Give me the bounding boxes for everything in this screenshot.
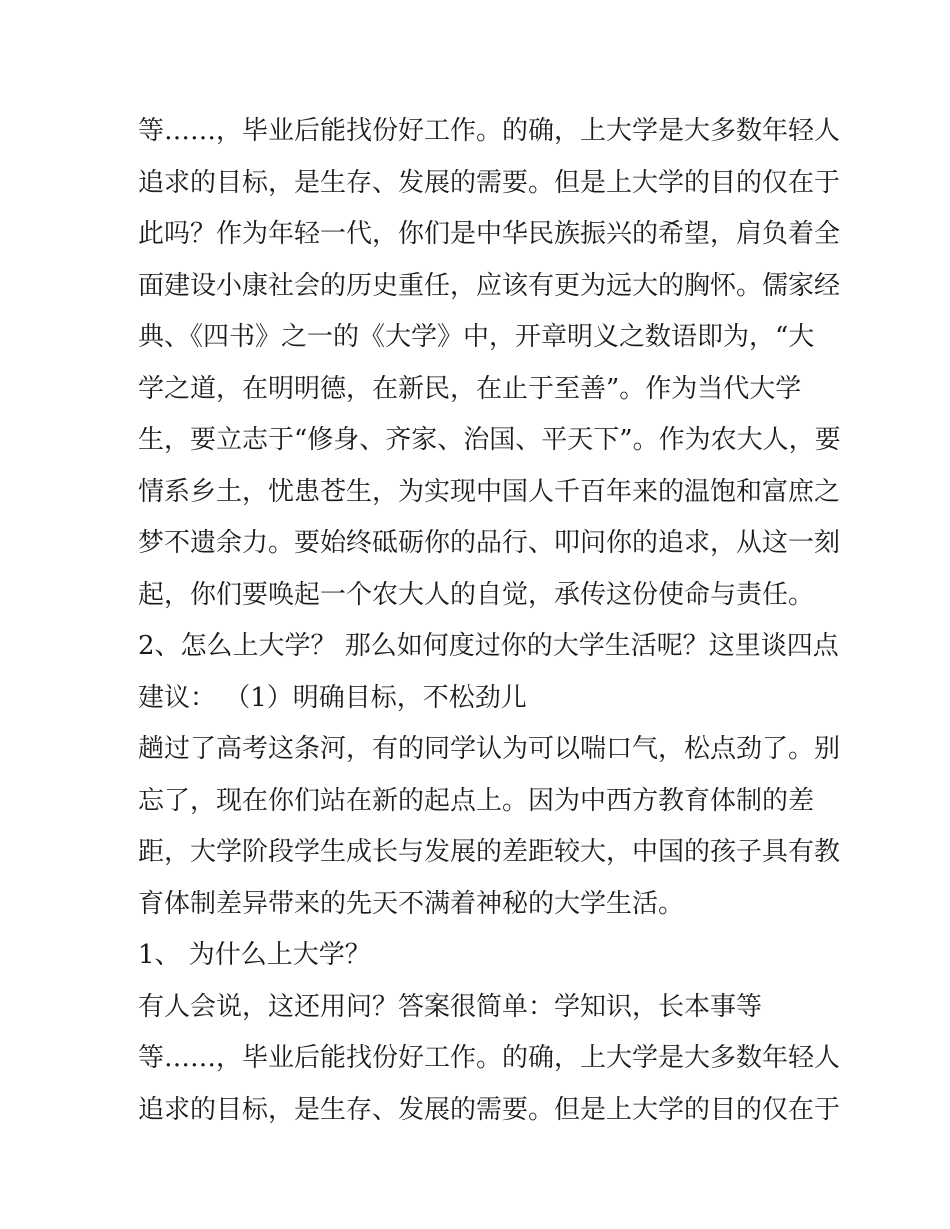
text-line: 梦不遗余力。要始终砥砺你的品行、叩问你的追求，从这一刻 — [138, 528, 841, 558]
text-line: 生，要立志于“修身、齐家、治国、平天下”。作为农大人，要 — [138, 425, 841, 455]
text-line: 面建设小康社会的历史重任，应该有更为远大的胸怀。儒家经 — [138, 270, 841, 301]
text-line: 起，你们要唤起一个农大人的自觉，承传这份使命与责任。 — [138, 579, 815, 610]
text-line: 学之道，在明明德，在新民，在止于至善”。作为当代大学 — [138, 373, 802, 404]
text-line: 距，大学阶段学生成长与发展的差距较大，中国的孩子具有教 — [138, 837, 841, 867]
section-heading: 1、 为什么上大学？ — [138, 940, 371, 970]
text-line: 等……，毕业后能找份好工作。的确，上大学是大多数年轻人 — [138, 1043, 841, 1073]
text-line: 典、《四书》之一的《大学》中，开章明义之数语即为，“大 — [138, 322, 815, 352]
text-line: 等……，毕业后能找份好工作。的确，上大学是大多数年轻人 — [138, 116, 841, 146]
text-line: 追求的目标，是生存、发展的需要。但是上大学的目的仅在于 — [138, 167, 841, 198]
document-body — [138, 106, 841, 1136]
text-line: 有人会说，这还用问？答案很简单：学知识，长本事等 — [138, 991, 763, 1022]
text-line: 趟过了高考这条河，有的同学认为可以喘口气，松点劲了。别 — [138, 734, 841, 764]
text-line: 此吗？作为年轻一代，你们是中华民族振兴的希望，肩负着全 — [138, 219, 841, 249]
text-line: 追求的目标，是生存、发展的需要。但是上大学的目的仅在于 — [138, 1094, 841, 1125]
text-line: 建议： （1）明确目标，不松劲儿 — [138, 682, 527, 713]
text-line: 情系乡土，忧患苍生，为实现中国人千百年来的温饱和富庶之 — [138, 476, 841, 507]
section-heading: 2、怎么上大学？ 那么如何度过你的大学生活呢？这里谈四点 — [138, 631, 839, 661]
text-line: 育体制差异带来的先天不满着神秘的大学生活。 — [138, 888, 685, 919]
text-line: 忘了，现在你们站在新的起点上。因为中西方教育体制的差 — [138, 785, 815, 816]
